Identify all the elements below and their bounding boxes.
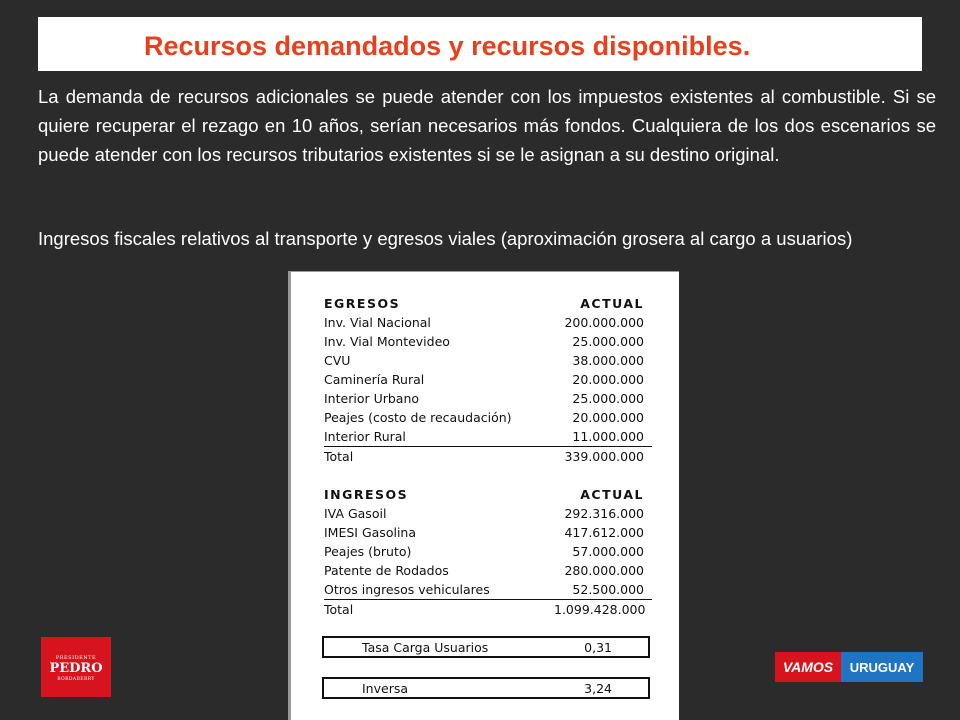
egresos-header — [324, 294, 652, 313]
pedro-bordaberry-logo — [41, 637, 111, 697]
table-row — [324, 351, 652, 370]
title-bar — [38, 17, 922, 71]
ingresos-section — [324, 485, 652, 619]
total-label: Total — [324, 449, 354, 464]
row-value: 52.500.000 — [572, 582, 644, 597]
egresos-section — [324, 294, 652, 466]
table-row — [324, 427, 652, 447]
logo-name-text: PEDRO — [49, 661, 103, 676]
tasa-label: Tasa Carga Usuarios — [362, 639, 489, 655]
vamos-uruguay-logo — [775, 652, 923, 682]
total-label: Total — [324, 602, 354, 617]
row-value: 25.000.000 — [572, 391, 644, 406]
tasa-carga-box — [322, 636, 650, 658]
row-label: Inv. Vial Montevideo — [324, 334, 450, 349]
revenue-expense-table — [288, 271, 679, 720]
row-value: 11.000.000 — [572, 429, 644, 444]
table-row — [324, 542, 652, 561]
ingresos-header-value: ACTUAL — [580, 487, 644, 502]
row-value: 417.612.000 — [564, 525, 644, 540]
table-row — [324, 370, 652, 389]
row-value: 57.000.000 — [572, 544, 644, 559]
table-row — [324, 408, 652, 427]
row-label: IVA Gasoil — [324, 506, 387, 521]
row-label: Inv. Vial Nacional — [324, 315, 431, 330]
egresos-header-label: EGRESOS — [324, 296, 401, 311]
ingresos-total-row — [324, 600, 652, 619]
row-label: Patente de Rodados — [324, 563, 449, 578]
table-row — [324, 561, 652, 580]
egresos-total-row — [324, 447, 652, 466]
tasa-value: 0,31 — [584, 639, 612, 655]
inversa-box — [322, 677, 650, 699]
paragraph-table-caption: Ingresos fiscales relativos al transporte y egresos viales (aproximación grosera al cargo a usuarios) — [38, 228, 853, 249]
table-row — [324, 313, 652, 332]
total-value: 339.000.000 — [564, 449, 644, 464]
row-value: 20.000.000 — [572, 372, 644, 387]
row-label: Caminería Rural — [324, 372, 425, 387]
row-value: 20.000.000 — [572, 410, 644, 425]
paragraph-demand: La demanda de recursos adicionales se puede atender con los impuestos existentes al combustible. Si se quiere recuperar el rezago en 10 años, serían necesarios más fondos. Cualquiera de los dos escenarios se puede atender con los recursos tributarios existentes si se le asignan a su destino original. — [38, 86, 936, 165]
row-value: 25.000.000 — [572, 334, 644, 349]
row-label: Otros ingresos vehiculares — [324, 582, 490, 597]
row-value: 200.000.000 — [564, 315, 644, 330]
inversa-value: 3,24 — [584, 680, 612, 696]
logo-top-text: PRESIDENTE — [55, 655, 97, 661]
egresos-header-value: ACTUAL — [580, 296, 644, 311]
inversa-label: Inversa — [362, 680, 409, 696]
table-row — [324, 389, 652, 408]
logo-uruguay: URUGUAY — [841, 652, 923, 682]
total-value: 1.099.428.000 — [554, 602, 646, 617]
row-label: Interior Urbano — [324, 391, 420, 406]
table-row — [324, 504, 652, 523]
slide-title: Recursos demandados y recursos disponibles. — [144, 31, 751, 61]
table-row — [324, 332, 652, 351]
row-label: CVU — [324, 353, 351, 368]
row-value: 280.000.000 — [564, 563, 644, 578]
table-row — [324, 580, 652, 600]
row-value: 38.000.000 — [572, 353, 644, 368]
table-row — [324, 523, 652, 542]
row-label: IMESI Gasolina — [324, 525, 416, 540]
row-label: Peajes (bruto) — [324, 544, 412, 559]
ingresos-header-label: INGRESOS — [324, 487, 409, 502]
row-label: Interior Rural — [324, 429, 406, 444]
row-label: Peajes (costo de recaudación) — [324, 410, 512, 425]
logo-bottom-text: BORDABERRY — [57, 677, 95, 682]
row-value: 292.316.000 — [564, 506, 644, 521]
ingresos-header — [324, 485, 652, 504]
logo-vamos: VAMOS — [775, 652, 841, 682]
